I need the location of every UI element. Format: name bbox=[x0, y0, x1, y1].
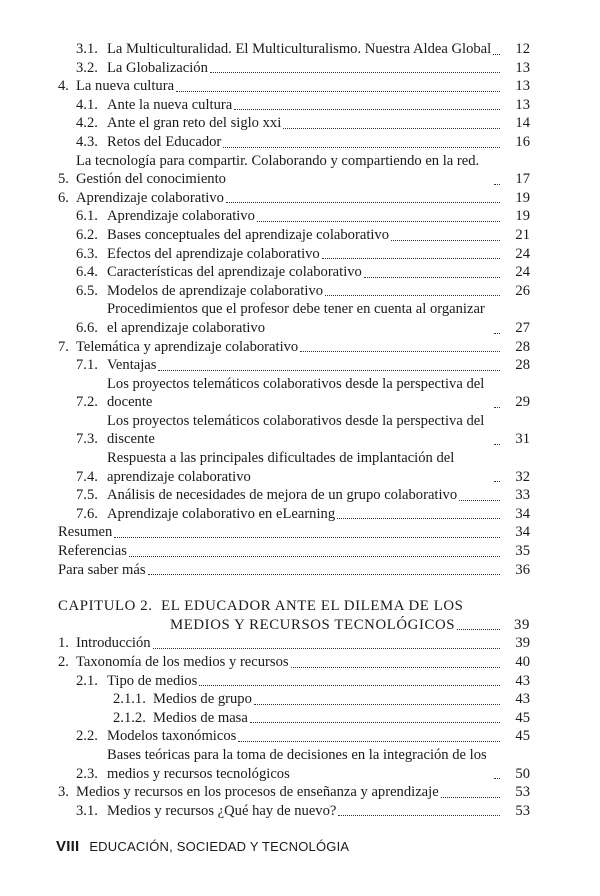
dot-leader bbox=[254, 697, 500, 705]
toc-entry-page: 24 bbox=[515, 264, 530, 281]
toc-entry-page: 26 bbox=[515, 282, 530, 299]
toc-entry-page: 14 bbox=[515, 115, 530, 132]
toc-entry-title: Respuesta a las principales dificultades de implantación del aprendizaje colaborativo bbox=[107, 450, 455, 485]
dot-leader bbox=[322, 251, 500, 259]
toc-entry-title: La nueva cultura bbox=[76, 78, 175, 95]
toc-entry-title: La Multiculturalidad. El Multiculturalismo. Nuestra Aldea Global bbox=[107, 41, 492, 57]
toc-entry-title: Medios y recursos ¿Qué hay de nuevo? bbox=[107, 802, 337, 819]
toc-entry bbox=[58, 114, 530, 133]
toc-entry-page: 53 bbox=[515, 802, 530, 819]
toc-entry-page: 29 bbox=[515, 394, 530, 411]
toc-part-1 bbox=[58, 40, 530, 579]
toc-entry bbox=[58, 133, 530, 152]
toc-entry-number: 3.2. bbox=[76, 59, 98, 76]
toc-entry-title: Introducción bbox=[76, 635, 151, 652]
toc-entry-title: Procedimientos que el profesor debe tener en cuenta al organizar el aprendizaje colaborativo bbox=[107, 301, 485, 336]
toc-entry bbox=[58, 653, 530, 672]
dot-leader bbox=[158, 363, 500, 371]
toc-entry-number: 6.6. bbox=[76, 319, 98, 336]
toc-entry bbox=[58, 375, 530, 412]
toc-entry-page: 39 bbox=[515, 635, 530, 652]
toc-entry-title: Para saber más bbox=[58, 561, 146, 578]
dot-leader bbox=[300, 344, 500, 352]
toc-entry-title: Telemática y aprendizaje colaborativo bbox=[76, 338, 299, 355]
toc-entry bbox=[58, 802, 530, 821]
dot-leader bbox=[459, 493, 500, 501]
toc-entry bbox=[58, 338, 530, 357]
toc-entry bbox=[58, 207, 530, 226]
toc-entry bbox=[58, 505, 530, 524]
toc-entry-page: 45 bbox=[515, 709, 530, 726]
toc-entry-page: 43 bbox=[515, 672, 530, 689]
toc-entry-number: 4. bbox=[58, 78, 69, 95]
chapter-title-line-1: EL EDUCADOR ANTE EL DILEMA DE LOS bbox=[161, 598, 464, 615]
toc-entry-title: Retos del Educador bbox=[107, 133, 222, 150]
chapter-heading-line-2 bbox=[58, 616, 530, 635]
toc-entry-title: Referencias bbox=[58, 543, 127, 560]
toc-entry-page: 36 bbox=[515, 561, 530, 578]
toc-entry-title: Los proyectos telemáticos colaborativos desde la perspectiva del discente bbox=[107, 412, 485, 448]
dot-leader bbox=[494, 177, 500, 185]
toc-entry-number: 4.2. bbox=[76, 115, 98, 132]
dot-leader bbox=[494, 474, 500, 482]
toc-entry-page: 27 bbox=[515, 319, 530, 336]
toc-entry-number: 6.2. bbox=[76, 226, 98, 243]
toc-part-2 bbox=[58, 634, 530, 820]
dot-leader bbox=[148, 567, 500, 575]
toc-entry-title: Efectos del aprendizaje colaborativo bbox=[107, 245, 320, 262]
toc-entry-page: 43 bbox=[515, 691, 530, 708]
toc-entry-page: 34 bbox=[515, 505, 530, 522]
footer-page-number: VIII bbox=[56, 838, 80, 855]
toc-entry-number: 4.1. bbox=[76, 96, 98, 113]
toc-entry-page: 13 bbox=[515, 96, 530, 113]
toc-entry-page: 17 bbox=[515, 171, 530, 188]
toc-entry-page: 21 bbox=[515, 226, 530, 243]
toc-entry-title: Modelos taxonómicos bbox=[107, 728, 237, 745]
toc-entry-number: 5. bbox=[58, 171, 69, 188]
toc-entry-page: 35 bbox=[515, 543, 530, 560]
toc-entry bbox=[58, 412, 530, 449]
toc-entry-number: 2.1.1. bbox=[113, 691, 146, 708]
dot-leader bbox=[114, 530, 500, 538]
toc-entry-number: 7. bbox=[58, 338, 69, 355]
toc-entry-title: Tipo de medios bbox=[107, 672, 198, 689]
table-of-contents bbox=[58, 40, 530, 820]
dot-leader bbox=[338, 808, 500, 816]
toc-entry-title: La Globalización bbox=[107, 59, 208, 76]
toc-entry-title: Aprendizaje colaborativo en eLearning bbox=[107, 505, 336, 522]
toc-entry-page: 13 bbox=[515, 78, 530, 95]
toc-entry-title: Características del aprendizaje colaborativo bbox=[107, 264, 362, 281]
toc-entry-page: 19 bbox=[515, 208, 530, 225]
toc-entry bbox=[58, 356, 530, 375]
dot-leader bbox=[494, 437, 500, 445]
toc-entry bbox=[58, 523, 530, 542]
toc-entry-page: 32 bbox=[515, 468, 530, 485]
toc-entry-page: 28 bbox=[515, 357, 530, 374]
toc-entry-page: 31 bbox=[515, 431, 530, 448]
toc-entry-number: 2. bbox=[58, 654, 69, 670]
toc-entry-number: 7.2. bbox=[76, 394, 98, 411]
dot-leader bbox=[223, 140, 500, 148]
toc-entry-number: 3.1. bbox=[76, 41, 98, 57]
dot-leader bbox=[283, 121, 500, 129]
toc-entry bbox=[58, 783, 530, 802]
toc-entry bbox=[58, 96, 530, 115]
toc-entry-title: Ventajas bbox=[107, 357, 157, 374]
toc-entry bbox=[58, 245, 530, 264]
toc-entry-title: Los proyectos telemáticos colaborativos desde la perspectiva del docente bbox=[107, 375, 485, 411]
toc-entry-number: 2.3. bbox=[76, 765, 98, 782]
toc-entry bbox=[58, 40, 530, 59]
dot-leader bbox=[291, 660, 500, 668]
dot-leader bbox=[226, 195, 500, 203]
toc-entry-number: 4.3. bbox=[76, 133, 98, 150]
dot-leader bbox=[457, 622, 500, 630]
dot-leader bbox=[494, 771, 500, 779]
toc-entry-number: 2.1. bbox=[76, 672, 98, 689]
toc-entry bbox=[58, 486, 530, 505]
toc-entry-page: 28 bbox=[515, 338, 530, 355]
toc-entry bbox=[58, 709, 530, 728]
dot-leader bbox=[441, 790, 500, 798]
toc-entry bbox=[58, 727, 530, 746]
toc-entry-title: Medios y recursos en los procesos de enseñanza y aprendizaje bbox=[76, 784, 439, 801]
toc-entry bbox=[58, 746, 530, 783]
toc-entry bbox=[58, 152, 530, 189]
chapter-page: 39 bbox=[514, 616, 530, 633]
toc-entry-number: 3. bbox=[58, 784, 69, 801]
toc-entry-number: 3.1. bbox=[76, 802, 98, 819]
toc-entry-page: 33 bbox=[515, 487, 530, 504]
toc-entry-page: 24 bbox=[515, 245, 530, 262]
toc-entry-page: 16 bbox=[515, 133, 530, 150]
toc-entry-number: 7.4. bbox=[76, 468, 98, 485]
toc-entry bbox=[58, 59, 530, 78]
toc-entry bbox=[58, 226, 530, 245]
toc-entry-title: Ante la nueva cultura bbox=[107, 96, 233, 113]
toc-entry-number: 7.1. bbox=[76, 357, 98, 374]
dot-leader bbox=[129, 549, 500, 557]
toc-entry-title: Análisis de necesidades de mejora de un grupo colaborativo bbox=[107, 487, 458, 504]
toc-entry-number: 7.3. bbox=[76, 431, 98, 448]
dot-leader bbox=[364, 270, 500, 278]
toc-entry bbox=[58, 672, 530, 691]
dot-leader bbox=[210, 65, 500, 73]
toc-entry-title: Aprendizaje colaborativo bbox=[107, 208, 255, 225]
toc-entry bbox=[58, 634, 530, 653]
chapter-number: CAPITULO 2. bbox=[58, 598, 153, 615]
toc-entry-number: 1. bbox=[58, 635, 69, 652]
dot-leader bbox=[153, 641, 500, 649]
toc-entry bbox=[58, 263, 530, 282]
toc-entry-number: 6.5. bbox=[76, 282, 98, 299]
toc-entry-number: 6.3. bbox=[76, 245, 98, 262]
dot-leader bbox=[337, 511, 500, 519]
toc-entry-page: 34 bbox=[515, 524, 530, 541]
toc-entry-number: 6.1. bbox=[76, 208, 98, 225]
chapter-title-line-2: MEDIOS Y RECURSOS TECNOLÓGICOS bbox=[170, 616, 456, 633]
dot-leader bbox=[250, 715, 500, 723]
dot-leader bbox=[494, 400, 500, 408]
dot-leader bbox=[176, 84, 500, 92]
dot-leader bbox=[257, 214, 500, 222]
dot-leader bbox=[199, 678, 500, 686]
dot-leader bbox=[238, 734, 500, 742]
toc-entry-page: 53 bbox=[515, 784, 530, 801]
toc-entry-number: 7.6. bbox=[76, 505, 98, 522]
toc-entry-title: Medios de masa bbox=[153, 709, 248, 726]
toc-entry-page: 12 bbox=[515, 41, 530, 57]
toc-entry-title: Resumen bbox=[58, 524, 113, 541]
section-gap bbox=[58, 579, 530, 597]
toc-entry-page: 40 bbox=[515, 654, 530, 670]
page-footer bbox=[56, 838, 349, 855]
chapter-heading bbox=[58, 597, 530, 616]
toc-entry-page: 13 bbox=[515, 59, 530, 76]
toc-entry-title: Ante el gran reto del siglo xxi bbox=[107, 115, 282, 132]
dot-leader bbox=[493, 47, 500, 55]
toc-entry-title: La tecnología para compartir. Colaborando y compartiendo en la red. Gestión del conocimiento bbox=[76, 152, 480, 188]
dot-leader bbox=[234, 102, 500, 110]
toc-entry-page: 45 bbox=[515, 728, 530, 745]
toc-entry bbox=[58, 282, 530, 301]
toc-entry bbox=[58, 690, 530, 709]
toc-entry-title: Bases teóricas para la toma de decisiones en la integración de los medios y recursos tecnológicos bbox=[107, 746, 487, 782]
dot-leader bbox=[391, 233, 500, 241]
footer-running-title: EDUCACIÓN, SOCIEDAD Y TECNOLÓGIA bbox=[89, 839, 350, 854]
toc-entry bbox=[58, 77, 530, 96]
toc-entry-number: 6.4. bbox=[76, 264, 98, 281]
toc-entry-number: 7.5. bbox=[76, 487, 98, 504]
toc-entry bbox=[58, 189, 530, 208]
dot-leader bbox=[325, 288, 500, 296]
toc-entry-page: 19 bbox=[515, 189, 530, 206]
toc-entry-title: Taxonomía de los medios y recursos bbox=[76, 654, 289, 670]
toc-entry-title: Medios de grupo bbox=[153, 691, 252, 708]
toc-entry-number: 2.2. bbox=[76, 728, 98, 745]
toc-entry bbox=[58, 449, 530, 486]
toc-entry bbox=[58, 542, 530, 561]
toc-entry bbox=[58, 561, 530, 580]
toc-entry-page: 50 bbox=[515, 765, 530, 782]
dot-leader bbox=[494, 326, 500, 334]
toc-entry-title: Aprendizaje colaborativo bbox=[76, 189, 224, 206]
toc-entry-number: 2.1.2. bbox=[113, 709, 146, 726]
toc-entry-number: 6. bbox=[58, 189, 69, 206]
toc-entry bbox=[58, 300, 530, 337]
toc-entry-title: Bases conceptuales del aprendizaje colaborativo bbox=[107, 226, 390, 243]
toc-entry-title: Modelos de aprendizaje colaborativo bbox=[107, 282, 323, 299]
